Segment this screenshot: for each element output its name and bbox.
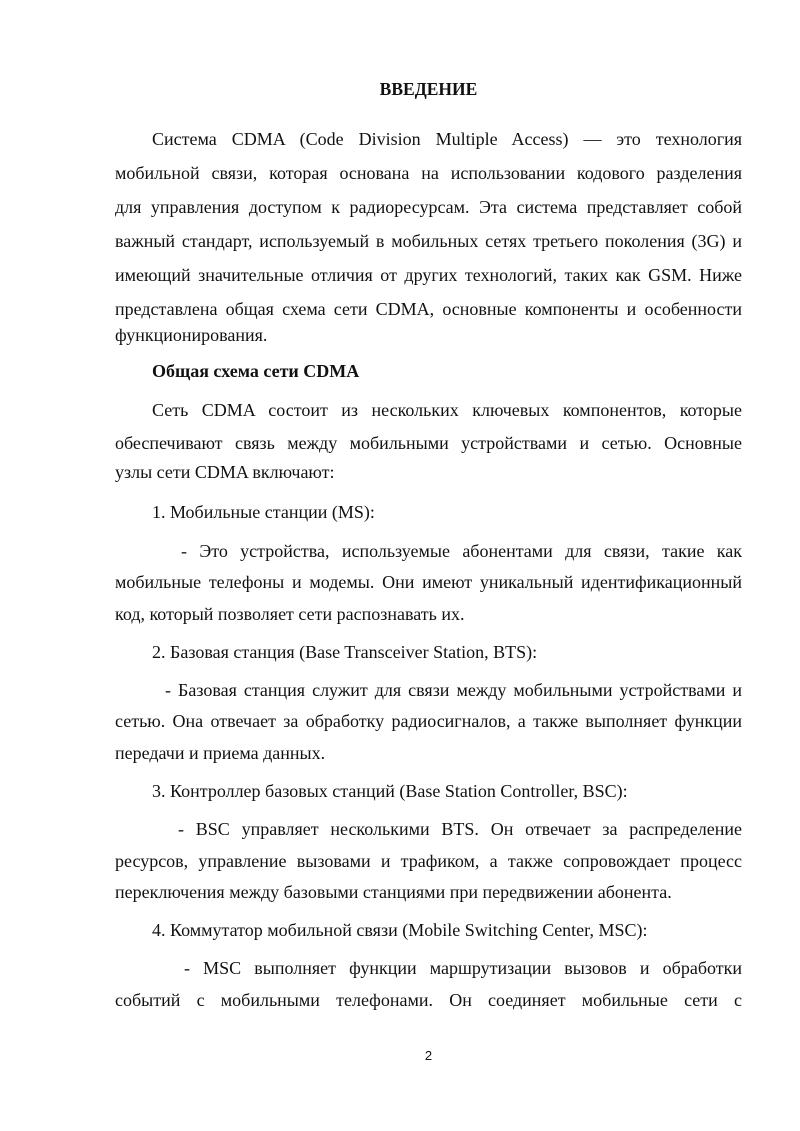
- list-item-line: переключения между базовыми станциями при передвижении абонента.: [115, 882, 672, 902]
- page-title: ВВЕДЕНИЕ: [379, 79, 478, 99]
- paragraph-line: важный стандарт, используемый в мобильных сетях третьего поколения (3G) и: [115, 231, 742, 251]
- list-item-line: - Это устройства, используемые абонентами для связи, такие как: [181, 541, 742, 561]
- paragraph-line: для управления доступом к радиоресурсам. Эта система представляет собой: [115, 197, 742, 217]
- list-item-heading: 4. Коммутатор мобильной связи (Mobile Switching Center, MSC):: [152, 920, 648, 940]
- list-item-line: ресурсов, управление вызовами и трафиком, а также сопровождает процесс: [115, 851, 742, 871]
- list-item-line: событий с мобильными телефонами. Он соединяет мобильные сети с: [115, 990, 742, 1010]
- paragraph-line: функционирования.: [115, 325, 268, 345]
- paragraph-line: представлена общая схема сети CDMA, основные компоненты и особенности: [115, 299, 742, 319]
- section-title: Общая схема сети CDMA: [152, 361, 360, 381]
- page-number: 2: [424, 1048, 433, 1063]
- list-item-heading: 2. Базовая станция (Base Transceiver Station, BTS):: [152, 642, 538, 662]
- paragraph-line: Система CDMA (Code Division Multiple Access) — это технология: [152, 129, 742, 149]
- paragraph-line: Сеть CDMA состоит из нескольких ключевых компонентов, которые: [152, 400, 742, 420]
- list-item-heading: 3. Контроллер базовых станций (Base Station Controller, BSC):: [152, 781, 628, 801]
- paragraph-line: имеющий значительные отличия от других технологий, таких как GSM. Ниже: [115, 265, 742, 285]
- list-item-line: - MSC выполняет функции маршрутизации вызовов и обработки: [184, 958, 742, 978]
- list-item-line: сетью. Она отвечает за обработку радиосигналов, а также выполняет функции: [115, 711, 742, 731]
- list-item-line: мобильные телефоны и модемы. Они имеют уникальный идентификационный: [115, 572, 742, 592]
- paragraph-line: обеспечивают связь между мобильными устройствами и сетью. Основные: [115, 433, 742, 453]
- list-item-line: - BSC управляет несколькими BTS. Он отвечает за распределение: [178, 819, 742, 839]
- paragraph-line: узлы сети CDMA включают:: [115, 462, 335, 482]
- paragraph-line: мобильной связи, которая основана на использовании кодового разделения: [115, 163, 742, 183]
- list-item-line: код, который позволяет сети распознавать их.: [115, 604, 465, 624]
- list-item-line: - Базовая станция служит для связи между мобильными устройствами и: [165, 680, 742, 700]
- list-item-heading: 1. Мобильные станции (MS):: [152, 502, 375, 522]
- list-item-line: передачи и приема данных.: [115, 743, 326, 763]
